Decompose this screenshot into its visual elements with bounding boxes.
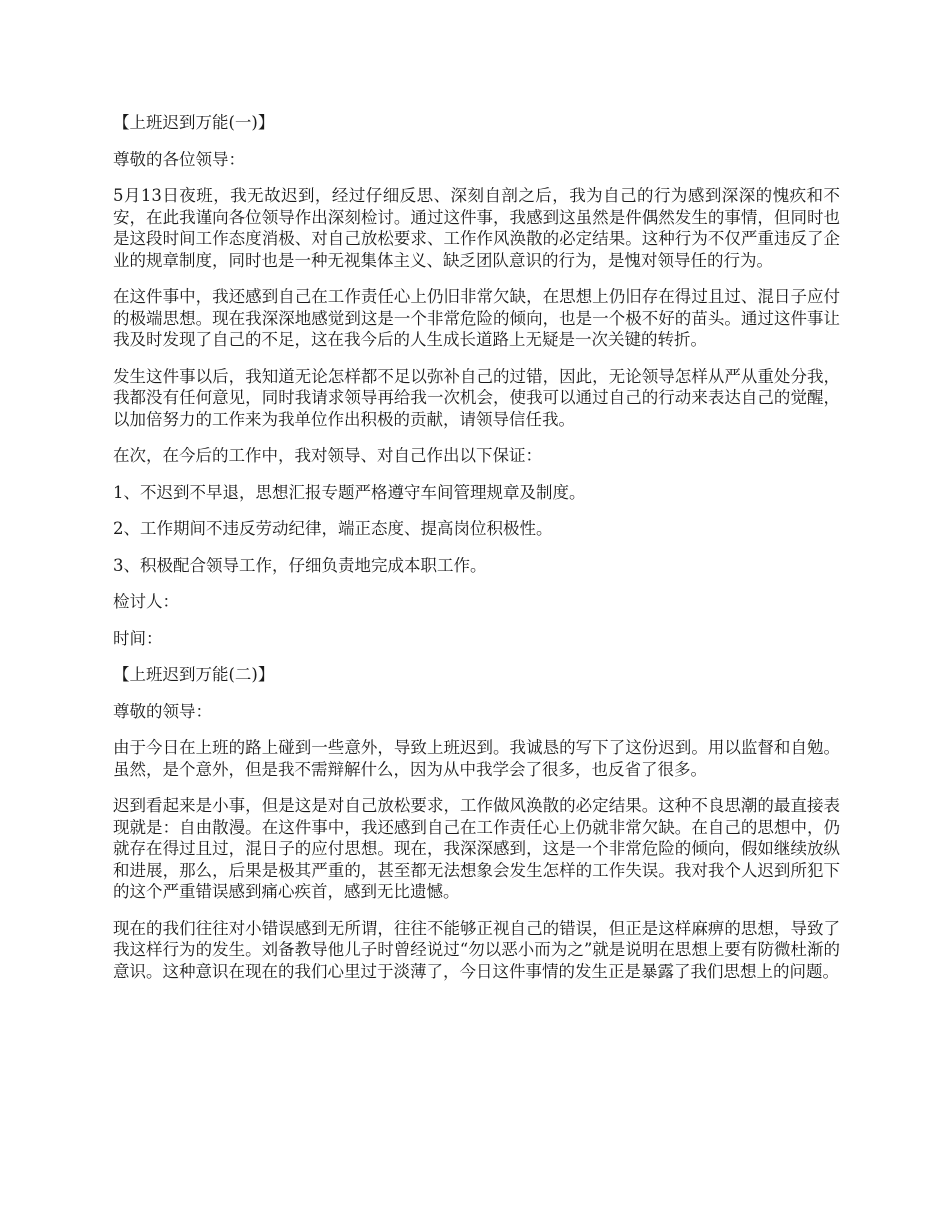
section-title-2: 【上班迟到万能(二)】	[113, 665, 275, 684]
time-label: 时间：	[113, 628, 163, 648]
salutation-2: 尊敬的领导：	[113, 701, 212, 721]
paragraph-5: 由于今日在上班的路上碰到一些意外，导致上班迟到。我诚恳的写下了这份迟到。用以监督和自勉。虽然，是个意外，但是我不需辩解什么，因为从中我学会了很多，也反省了很多。	[113, 738, 840, 779]
section-title-1: 【上班迟到万能(一)】	[113, 113, 275, 132]
list-item-3: 3、积极配合领导工作，仔细负责地完成本职工作。	[113, 555, 487, 575]
paragraph-1: 5月13日夜班，我无故迟到，经过仔细反思、深刻自剖之后，我为自己的行为感到深深的愧疚和不安，在此我谨向各位领导作出深刻检讨。通过这件事，我感到这虽然是件偶然发生的事情，但同时也是这段时间工作态度消极、对自己放松要求、工作作风涣散的必定结果。这种行为不仅严重违反了企业的规章制度，同时也是一种无视集体主义、缺乏团队意识的行为，是愧对领导任的行为。	[113, 186, 840, 270]
list-item-2: 2、工作期间不违反劳动纪律，端正态度、提高岗位积极性。	[113, 519, 553, 538]
paragraph-2: 在这件事中，我还感到自己在工作责任心上仍旧非常欠缺，在思想上仍旧存在得过且过、混日子应付的极端思想。现在我深深地感觉到这是一个非常危险的倾向，也是一个极不好的苗头。通过这件事让我及时发现了自己的不足，这在我今后的人生成长道路上无疑是一次关键的转折。	[113, 287, 840, 349]
paragraph-4: 在次，在今后的工作中，我对领导、对自己作出以下保证：	[113, 446, 542, 465]
reviewer-label: 检讨人：	[113, 592, 179, 611]
salutation-1: 尊敬的各位领导：	[113, 149, 245, 169]
document-page	[113, 112, 840, 997]
list-item-1: 1、不迟到不早退，思想汇报专题严格遵守车间管理规章及制度。	[113, 482, 586, 502]
paragraph-7: 现在的我们往往对小错误感到无所谓，往往不能够正视自己的错误，但正是这样麻痹的思想，导致了我这样行为的发生。刘备教导他儿子时曾经说过“勿以恶小而为之”就是说明在思想上要有防微杜渐的意识。这种意识在现在的我们心里过于淡薄了，今日这件事情的发生正是暴露了我们思想上的问题。	[113, 918, 840, 981]
paragraph-3: 发生这件事以后，我知道无论怎样都不足以弥补自己的过错，因此，无论领导怎样从严从重处分我，我都没有任何意见，同时我请求领导再给我一次机会，使我可以通过自己的行动来表达自己的觉醒，以加倍努力的工作来为我单位作出积极的贡献，请领导信任我。	[113, 366, 840, 429]
paragraph-6: 迟到看起来是小事，但是这是对自己放松要求，工作做风涣散的必定结果。这种不良思潮的最直接表现就是：自由散漫。在这件事中，我还感到自己在工作责任心上仍就非常欠缺。在自己的思想中，仍就存在得过且过，混日子的应付思想。现在，我深深感到，这是一个非常危险的倾向，假如继续放纵和进展，那么，后果是极其严重的，甚至都无法想象会发生怎样的工作失误。我对我个人迟到所犯下的这个严重错误感到痛心疾首，感到无比遗憾。	[113, 796, 840, 901]
